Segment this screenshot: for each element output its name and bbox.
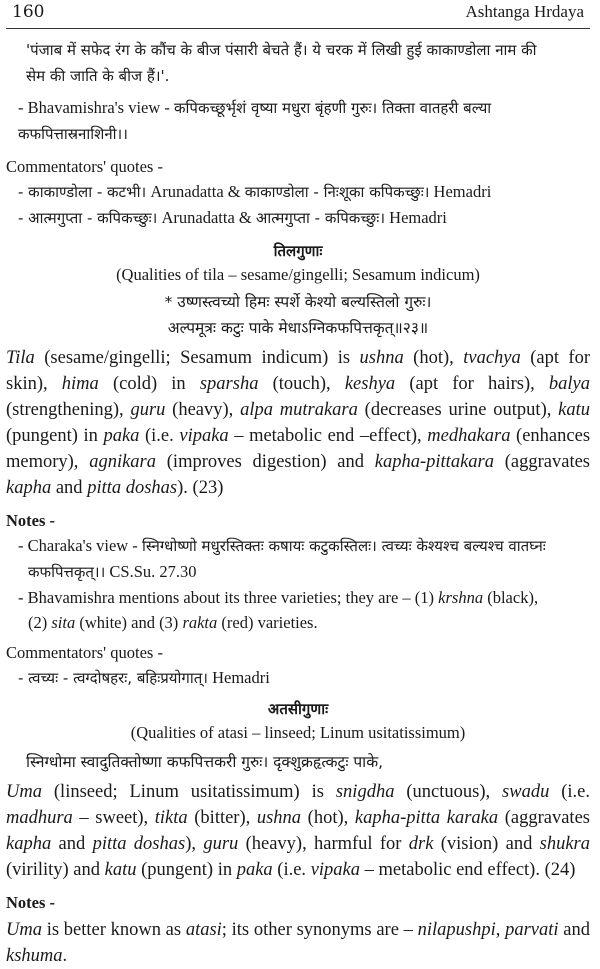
text-run: and: [558, 920, 590, 940]
quote-1-author-a: Arunadatta &: [146, 182, 245, 201]
text-run: (i.e.: [139, 426, 180, 446]
page-number: 160: [12, 2, 45, 22]
page-header: [6, 0, 590, 29]
italic-term: kapha-pittakara: [374, 452, 494, 472]
tila-subtitle: (Qualities of tila – sesame/gingelli; Sesamum indicum): [116, 265, 480, 284]
italic-term: tvachya: [463, 348, 521, 368]
italic-term: snigdha: [335, 782, 395, 802]
italic-term: hima: [61, 374, 99, 394]
charaka-view: [6, 533, 590, 559]
quote-2-sanskrit-b: आत्मगुप्ता - कपिकच्छुः।: [255, 209, 386, 227]
commentator-quote-3: [6, 665, 590, 691]
italic-term: alpa mutrakara: [240, 400, 358, 420]
text-run: (aggravates: [498, 808, 590, 828]
italic-term: kapha: [6, 834, 52, 854]
italic-term: paka: [236, 860, 273, 880]
text-run: (aggravates: [493, 452, 591, 472]
text-run: (hot),: [301, 808, 355, 828]
varieties-text-c: (2): [28, 613, 52, 632]
italic-term: katu: [558, 400, 591, 420]
bhavamishra-varieties-cont: [6, 610, 590, 635]
tila-verse-line-2: अल्पमूत्रः कटुः पाके मेधाऽग्निकफपित्तकृत्॥२३॥: [167, 319, 429, 337]
italic-term: pitta doshas: [87, 478, 178, 498]
running-title: Ashtanga Hrdaya: [465, 2, 584, 21]
text-run: (enhances memory),: [6, 426, 591, 472]
text-run: ),: [185, 834, 204, 854]
italic-term: madhura: [6, 808, 73, 828]
italic-term: Uma: [6, 920, 42, 940]
tila-paragraph: [6, 345, 590, 501]
text-run: (improves digestion) and: [156, 452, 375, 472]
text-run: .: [62, 946, 68, 966]
italic-term: sparsha: [199, 374, 259, 394]
text-run: (vision) and: [433, 834, 540, 854]
italic-term: vipaka: [310, 860, 360, 880]
charaka-label: - Charaka's view -: [18, 536, 142, 555]
quote-3-author: Hemadri: [207, 668, 270, 687]
text-run: – sweet),: [72, 808, 155, 828]
quote-2-author-b: Hemadri: [385, 208, 447, 227]
charaka-view-cont: [6, 559, 590, 585]
text-run: – metabolic end effect). (24): [360, 860, 576, 880]
quote-2-sanskrit-a: - आत्मगुप्ता - कपिकच्छुः।: [18, 209, 158, 227]
italic-term: medhakara: [427, 426, 511, 446]
text-run: ,: [495, 920, 506, 940]
italic-term: balya: [548, 374, 590, 394]
notes-2-paragraph: [6, 917, 590, 969]
text-run: (unctuous),: [394, 782, 503, 802]
italic-term: atasi: [185, 920, 222, 940]
varieties-text-e: (red) varieties.: [217, 613, 318, 632]
hindi-line-2: सेम की जाति के बीज हैं।'.: [26, 67, 170, 85]
italic-term: Uma: [6, 782, 42, 802]
italic-term: vipaka: [179, 426, 229, 446]
italic-term: nilapushpi: [417, 920, 496, 940]
italic-term: kapha: [6, 478, 52, 498]
text-run: – metabolic end –effect),: [228, 426, 428, 446]
text-run: and: [51, 834, 93, 854]
italic-term: swadu: [502, 782, 550, 802]
text-run: (apt for hairs),: [395, 374, 549, 394]
variety-rakta: rakta: [182, 613, 218, 632]
quote-2-author-a: Arunadatta &: [157, 208, 256, 227]
notes-heading-2: Notes -: [6, 893, 56, 912]
quote-1-author-b: Hemadri: [429, 182, 492, 201]
bhavamishra-view-1: [6, 95, 590, 147]
commentators-heading-2: Commentators' quotes -: [6, 643, 163, 662]
text-run: (i.e.: [549, 782, 590, 802]
text-run: (cold) in: [98, 374, 200, 394]
tila-verse-line-1: * उष्णस्त्वच्यो हिमः स्पर्शे केश्यो बल्यस्तिलो गुरुः।: [164, 293, 432, 311]
quote-1-sanskrit-a: - काकाण्डोला - कटभी।: [18, 183, 147, 201]
text-run: (heavy),: [165, 400, 241, 420]
italic-term: agnikara: [89, 452, 157, 472]
text-run: (apt for skin),: [6, 348, 590, 394]
italic-term: tikta: [154, 808, 188, 828]
charaka-reference: CS.Su. 27.30: [105, 562, 197, 581]
italic-term: keshya: [344, 374, 396, 394]
varieties-text-b: (black),: [483, 588, 539, 607]
italic-term: paka: [103, 426, 140, 446]
atasi-paragraph: [6, 779, 590, 883]
text-run: (heavy), harmful for: [238, 834, 409, 854]
italic-term: ushna: [256, 808, 302, 828]
atasi-subtitle: (Qualities of atasi – linseed; Linum usitatissimum): [130, 723, 466, 742]
quote-1-sanskrit-b: काकाण्डोला - निःशूका कपिकच्छुः।: [244, 183, 430, 201]
atasi-verse: स्निग्धोमा स्वादुतिक्तोष्णा कफपित्तकरी गुरुः। दृक्शुक्रहृत्कटुः पाके,: [26, 753, 384, 771]
variety-krshna: krshna: [438, 588, 484, 607]
text-run: (virility) and: [6, 860, 105, 880]
text-run: (pungent) in: [136, 860, 237, 880]
italic-term: kapha-pitta karaka: [354, 808, 499, 828]
notes-heading-1: Notes -: [6, 511, 56, 530]
bhavamishra-label: - Bhavamishra's view -: [18, 98, 175, 117]
intro-block: [6, 37, 590, 89]
text-run: (sesame/gingelli; Sesamum indicum) is: [34, 348, 360, 368]
bhavamishra-sanskrit: कपिकच्छूर्भृशं वृष्या मधुरा बृंहणी गुरुः। तिक्ता वातहरी बल्या कफपित्तास्रनाशिनी।।: [18, 99, 492, 143]
italic-term: guru: [203, 834, 239, 854]
varieties-text-a: - Bhavamishra mentions about its three varieties; they are – (1): [18, 588, 439, 607]
hindi-line-1: 'पंजाब में सफेद रंग के कौंच के बीज पंसारी बेचते हैं। ये चरक में लिखी हुई काकाण्डोला नाम की: [26, 41, 537, 59]
italic-term: ushna: [359, 348, 404, 368]
text-run: (pungent) in: [6, 426, 104, 446]
text-run: (decreases urine output),: [357, 400, 559, 420]
text-run: is better known as: [41, 920, 186, 940]
text-run: (touch),: [258, 374, 345, 394]
quote-3-sanskrit: - त्वच्यः - त्वग्दोषहरः, बहिःप्रयोगात्।: [18, 669, 208, 687]
commentator-quote-2: [6, 205, 590, 231]
italic-term: pitta doshas: [92, 834, 186, 854]
italic-term: kshuma: [6, 946, 63, 966]
italic-term: Tila: [6, 348, 35, 368]
italic-term: katu: [104, 860, 137, 880]
italic-term: parvati: [505, 920, 559, 940]
italic-term: drk: [408, 834, 434, 854]
text-run: (bitter),: [187, 808, 257, 828]
text-run: and: [51, 478, 88, 498]
charaka-sanskrit-1: स्निग्धोष्णो मधुरस्तिक्तः कषायः कटुकस्तिलः। त्वच्यः केश्यश्च बल्यश्च वातघ्नः: [141, 537, 546, 555]
text-run: (i.e.: [272, 860, 311, 880]
text-run: (linseed; Linum usitatissimum) is: [41, 782, 336, 802]
text-run: (strengthening),: [6, 400, 131, 420]
text-run: ; its other synonyms are –: [221, 920, 418, 940]
italic-term: shukra: [539, 834, 591, 854]
varieties-text-d: (white) and (3): [75, 613, 183, 632]
tila-title: तिलगुणाः: [273, 242, 323, 260]
commentator-quote-1: [6, 179, 590, 205]
text-run: ). (23): [177, 478, 224, 498]
bhavamishra-varieties: [6, 585, 590, 610]
italic-term: guru: [130, 400, 166, 420]
atasi-title: अतसीगुणाः: [267, 700, 329, 718]
text-run: (hot),: [403, 348, 464, 368]
commentators-heading-1: Commentators' quotes -: [6, 157, 163, 176]
charaka-sanskrit-2: कफपित्तकृत्।।: [28, 563, 106, 581]
variety-sita: sita: [51, 613, 76, 632]
